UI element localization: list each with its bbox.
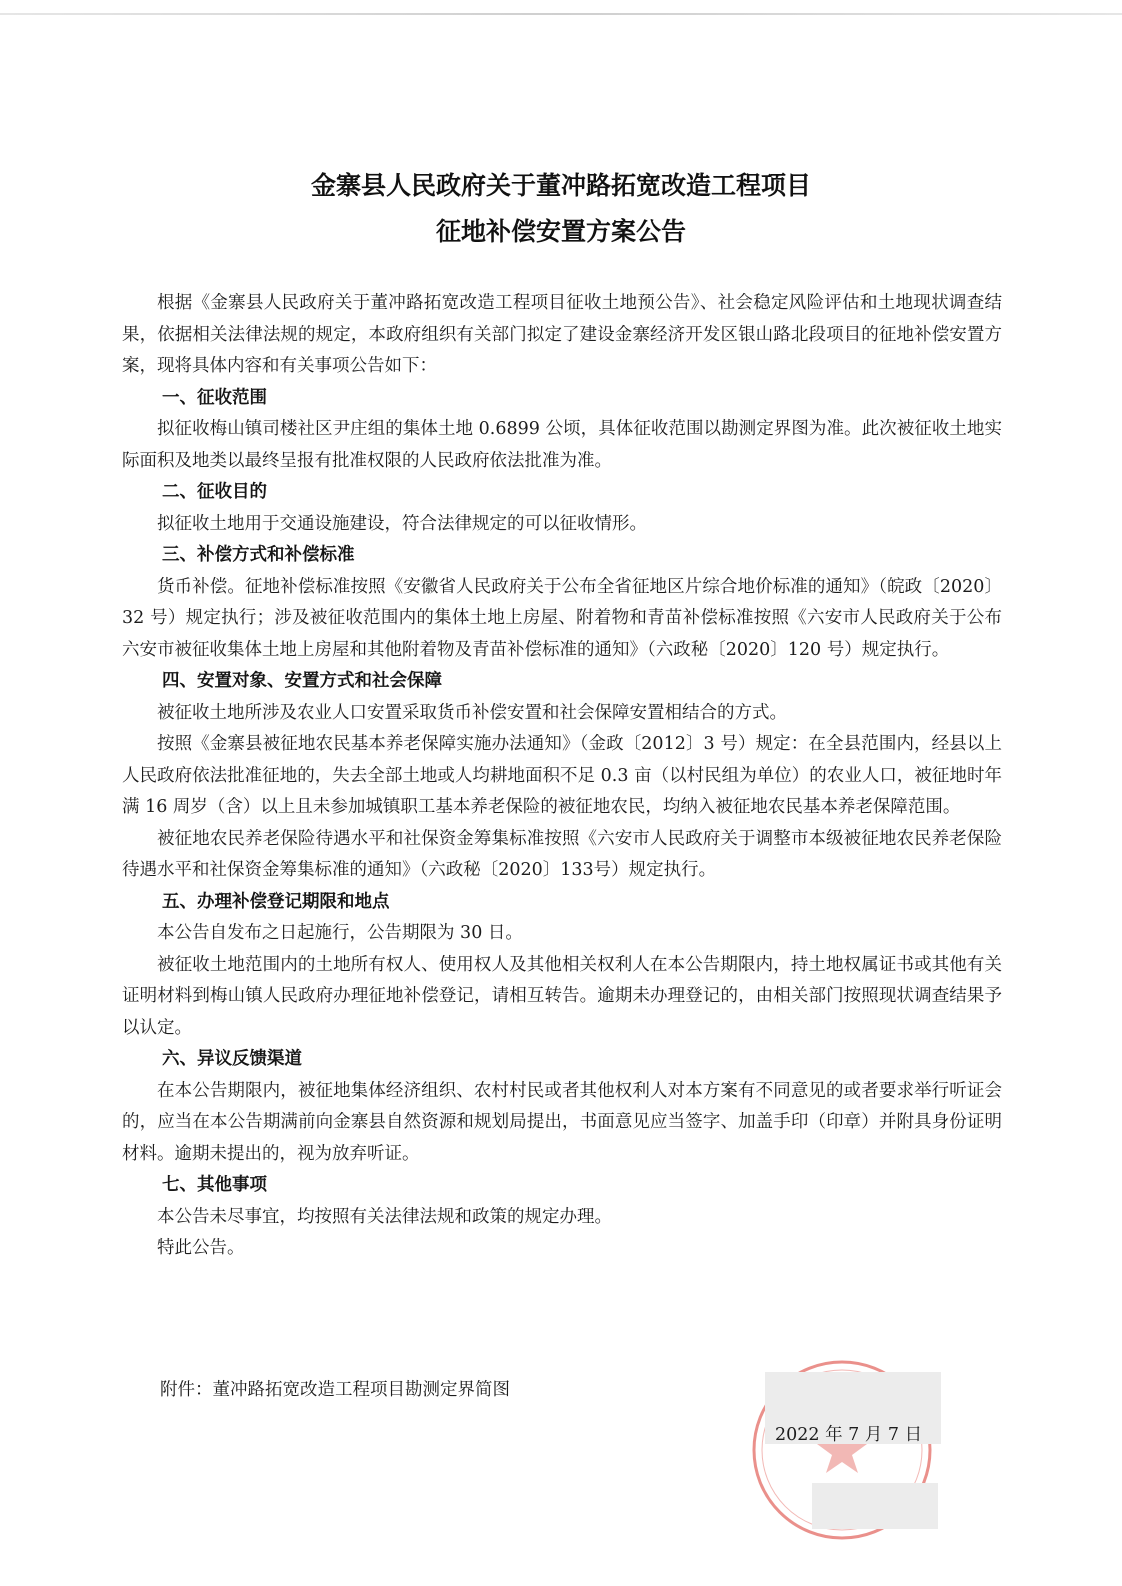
- scan-edge-line: [0, 13, 1122, 15]
- section-paragraph: 特此公告。: [157, 1238, 245, 1258]
- section-paragraph: 被征收土地所涉及农业人口安置采取货币补偿安置和社会保障安置相结合的方式。: [157, 702, 787, 723]
- section-paragraph: 本公告自发布之日起施行，公告期限为 30 日。: [157, 923, 523, 943]
- section-paragraph: 拟征收土地用于交通设施建设，符合法律规定的可以征收情形。: [157, 513, 647, 534]
- section-paragraph: 拟征收梅山镇司楼社区尹庄组的集体土地 0.6899 公顷，具体征收范围以勘测定界图为准。此次被征收土地实际面积及地类以最终呈报有批准权限的人民政府依法批准为准。: [122, 419, 1002, 471]
- section-paragraph: 被征地农民养老保险待遇水平和社保资金筹集标准按照《六安市人民政府关于调整市本级被征地农民养老保险待遇水平和社保资金筹集标准的通知》（六政秘〔2020〕133号）规定执行。: [122, 828, 1002, 880]
- section-paragraph: 在本公告期限内，被征地集体经济组织、农村村民或者其他权利人对本方案有不同意见的或者要求举行听证会的，应当在本公告期满前向金寨县自然资源和规划局提出，书面意见应当签字、加盖手印（印章）并附具身份证明材料。逾期未提出的，视为放弃听证。: [122, 1080, 1002, 1164]
- section-heading-other: 七、其他事项: [162, 1175, 267, 1195]
- section-paragraph: 被征收土地范围内的土地所有权人、使用权人及其他相关权利人在本公告期限内，持土地权属证书或其他有关证明材料到梅山镇人民政府办理征地补偿登记，请相互转告。逾期未办理登记的，由相关部门按照现状调查结果予以认定。: [122, 954, 1002, 1038]
- intro-paragraph: 根据《金寨县人民政府关于董冲路拓宽改造工程项目征收土地预公告》、社会稳定风险评估和土地现状调查结果，依据相关法律法规的规定，本政府组织有关部门拟定了建设金寨经济开发区银山路北段项目的征地补偿安置方案，现将具体内容和有关事项公告如下：: [122, 293, 1002, 376]
- document-body: [122, 288, 1002, 1265]
- document-title-line-2: 征地补偿安置方案公告: [435, 217, 686, 246]
- issue-date: 2022 年 7 月 7 日: [775, 1425, 923, 1445]
- section-heading-purpose: 二、征收目的: [162, 482, 267, 502]
- section-paragraph: 货币补偿。征地补偿标准按照《安徽省人民政府关于公布全省征地区片综合地价标准的通知》（皖政〔2020〕32 号）规定执行；涉及被征收范围内的集体土地上房屋、附着物和青苗补偿标准按照《六安市人民政府关于公布六安市被征收集体土地上房屋和其他附着物及青苗补偿标准的通知》（六政秘〔2020〕120 号）规定执行。: [122, 576, 1002, 660]
- section-heading-scope: 一、征收范围: [162, 387, 267, 408]
- document-title-line-1: 金寨县人民政府关于董冲路拓宽改造工程项目: [310, 171, 811, 200]
- section-heading-objection: 六、异议反馈渠道: [162, 1049, 302, 1069]
- section-heading-registration: 五、办理补偿登记期限和地点: [162, 891, 390, 912]
- redacted-area-bottom: [812, 1483, 938, 1529]
- section-heading-resettlement: 四、安置对象、安置方式和社会保障: [162, 671, 442, 691]
- section-paragraph: 本公告未尽事宜，均按照有关法律法规和政策的规定办理。: [157, 1206, 612, 1227]
- section-paragraph: 按照《金寨县被征地农民基本养老保障实施办法通知》（金政〔2012〕3 号）规定：在全县范围内，经县以上人民政府依法批准征地的，失去全部土地或人均耕地面积不足 0.3 亩（以村民组为单位）的农业人口，被征地时年满 16 周岁（含）以上且未参加城镇职工基本养老保险的被征地农民，均纳入被征地农民基本养老保障范围。: [122, 734, 1002, 817]
- section-heading-compensation: 三、补偿方式和补偿标准: [162, 545, 355, 565]
- attachment-note: 附件：董冲路拓宽改造工程项目勘测定界简图: [160, 1380, 510, 1400]
